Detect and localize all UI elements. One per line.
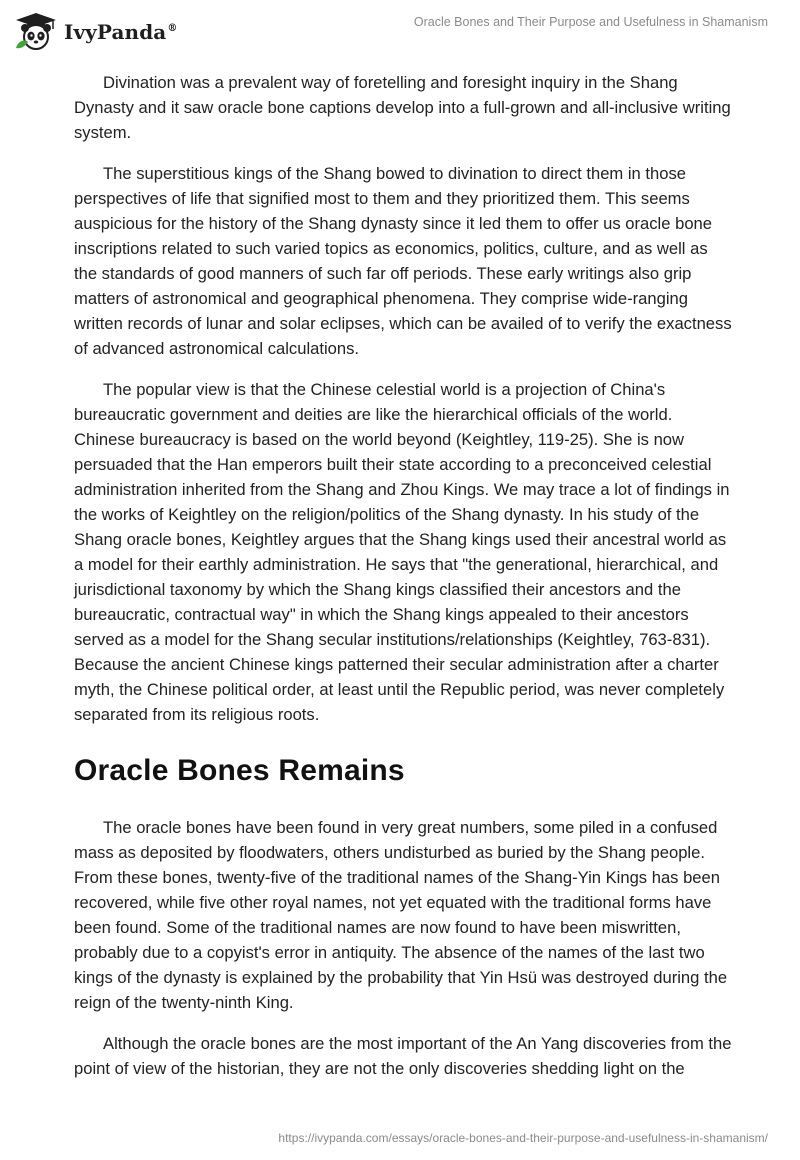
body-paragraph: The popular view is that the Chinese celestial world is a projection of China's bureaucratic government and deities are like the hierarchical officials of the world. Chinese bureaucracy is based on the world beyond (Keightley, 119-25). She is now persuaded that the Han emperors built their state according to a preconceived celestial administration inherited from the Shang and Zhou Kings. We may trace a lot of findings in the works of Keightley on the religion/politics of the Shang dynasty. In his study of the Shang oracle bones, Keightley argues that the Shang kings used their ancestral world as a model for their earthly administration. He says that "the generational, hierarchical, and jurisdictional taxonomy by which the Shang kings classified their ancestors and the bureaucratic, contractual way" in which the Shang kings appealed to their ancestors served as a model for the Shang secular institutions/relationships (Keightley, 763-831). Because the ancient Chinese kings patterned their secular administration after a charter myth, the Chinese political order, at least until the Republic period, was never completely separated from its religious roots. (74, 380, 730, 724)
section-heading: Oracle Bones Remains (74, 754, 405, 787)
body-paragraph: Although the oracle bones are the most important of the An Yang discoveries from the point of view of the historian, they are not the only discoveries shedding light on the (74, 1034, 732, 1078)
source-url[interactable]: https://ivypanda.com/essays/oracle-bones-and-their-purpose-and-usefulness-in-shamanism/ (278, 1131, 768, 1145)
body-paragraph: The oracle bones have been found in very great numbers, some piled in a confused mass as deposited by floodwaters, others undisturbed as buried by the Shang people. From these bones, twenty-five of the traditional names of the Shang-Yin Kings has been recovered, while five other royal names, not yet equated with the traditional forms have been found. Some of the traditional names are now found to have been miswritten, probably due to a copyist's error in antiquity. The absence of the names of the last two kings of the dynasty is explained by the probability that Yin Hsü was destroyed during the reign of the twenty-ninth King. (74, 818, 728, 1012)
panda-graduate-icon (14, 12, 58, 52)
body-paragraph: The superstitious kings of the Shang bowed to divination to direct them in those perspectives of life that signified most to them and they prioritized them. This seems auspicious for the history of the Shang dynasty since it led them to offer us oracle bone inscriptions related to such varied topics as economics, politics, culture, and as well as the standards of good manners of such far off periods. These early writings also grip matters of astronomical and geographical phenomena. They comprise wide-ranging written records of lunar and solar eclipses, which can be availed of to verify the exactness of advanced astronomical calculations. (74, 164, 732, 358)
page-header (0, 0, 800, 60)
body-paragraph: Divination was a prevalent way of foretelling and foresight inquiry in the Shang Dynasty and it saw oracle bone captions develop into a full-grown and all-inclusive writing system. (74, 73, 731, 142)
document-title: Oracle Bones and Their Purpose and Usefulness in Shamanism (413, 15, 768, 29)
essay-body (74, 70, 734, 1097)
brand-name: IvyPanda® (64, 20, 178, 44)
ivypanda-logo[interactable] (14, 12, 177, 52)
